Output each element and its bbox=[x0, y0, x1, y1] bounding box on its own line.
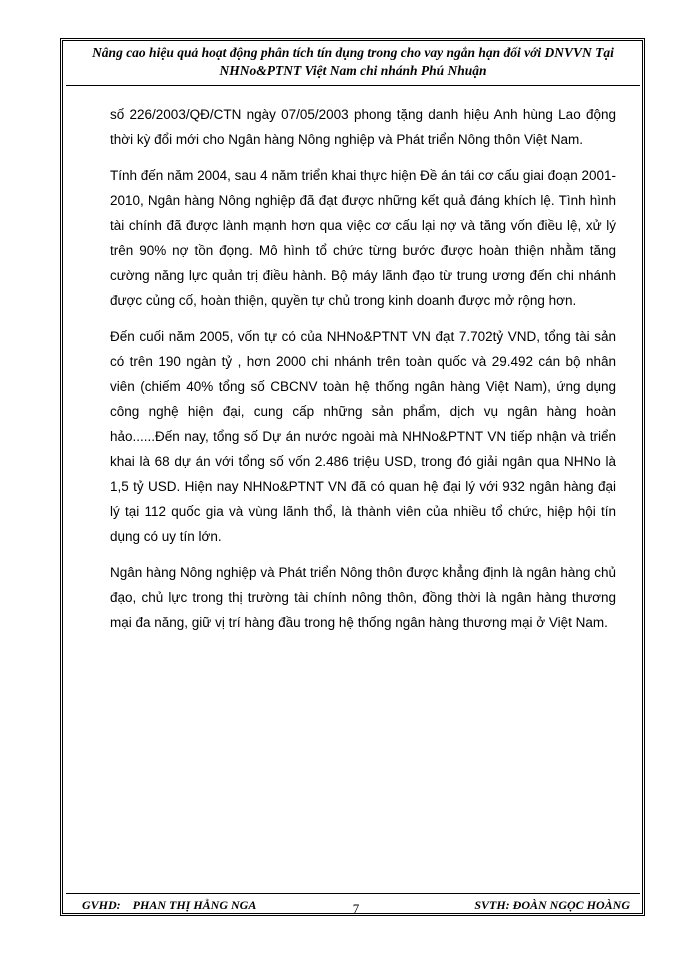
page-number: 7 bbox=[352, 901, 360, 916]
paragraph-3: Đến cuối năm 2005, vốn tự có của NHNo&PTNT VN đạt 7.702tỷ VND, tổng tài sản có trên 190 ngàn tỷ , hơn 2000 chi nhánh trên toàn quốc và 29.492 cán bộ nhân viên (chiếm 40% tổng số CBCNV toàn hệ thống ngân hàng Việt Nam), ứng dụng công nghệ hiện đại, cung cấp những sản phẩm, dịch vụ ngân hàng hoàn hảo......Đến nay, tổng số Dự án nước ngoài mà NHNo&PTNT VN tiếp nhận và triển khai là 68 dự án với tổng số vốn 2.486 triệu USD, trong đó giải ngân qua NHNo là 1,5 tỷ USD. Hiện nay NHNo&PTNT VN đã có quan hệ đại lý với 932 ngân hàng đại lý tại 112 quốc gia và vùng lãnh thổ, là thành viên của nhiều tổ chức, hiệp hội tín dụng có uy tín lớn. bbox=[110, 329, 616, 544]
footer-advisor: GVHD: PHAN THỊ HẰNG NGA bbox=[82, 898, 257, 912]
footer-divider bbox=[66, 893, 640, 894]
paragraph-1: số 226/2003/QĐ/CTN ngày 07/05/2003 phong tặng danh hiệu Anh hùng Lao động thời kỳ đổi mới cho Ngân hàng Nông nghiệp và Phát triển Nông thôn Việt Nam. bbox=[110, 107, 616, 147]
paragraph-2: Tính đến năm 2004, sau 4 năm triển khai thực hiện Đề án tái cơ cấu giai đoạn 2001-2010, Ngân hàng Nông nghiệp đã đạt được những kết quả đáng khích lệ. Tình hình tài chính đã được lành mạnh hơn qua việc cơ cấu lại nợ và tăng vốn điều lệ, xử lý trên 90% nợ tồn đọng. Mô hình tổ chức từng bước được hoàn thiện nhằm tăng cường năng lực quản trị điều hành. Bộ máy lãnh đạo từ trung ương đến chi nhánh được củng cố, hoàn thiện, quyền tự chủ trong kinh doanh được mở rộng hơn. bbox=[110, 168, 616, 308]
running-header bbox=[66, 44, 640, 80]
header-divider bbox=[66, 85, 640, 86]
paragraph-4: Ngân hàng Nông nghiệp và Phát triển Nông thôn được khẳng định là ngân hàng chủ đạo, chủ lực trong thị trường tài chính nông thôn, đồng thời là ngân hàng thương mại đa năng, giữ vị trí hàng đầu trong hệ thống ngân hàng thương mại ở Việt Nam. bbox=[110, 565, 616, 630]
header-line-2: NHNo&PTNT Việt Nam chi nhánh Phú Nhuận bbox=[219, 63, 487, 78]
document-body bbox=[110, 102, 616, 646]
header-line-1: Nâng cao hiệu quả hoạt động phân tích tín dụng trong cho vay ngắn hạn đối với DNVVN Tại bbox=[92, 45, 614, 60]
footer-student: SVTH: ĐOÀN NGỌC HOÀNG bbox=[474, 898, 630, 912]
running-footer bbox=[82, 898, 630, 916]
